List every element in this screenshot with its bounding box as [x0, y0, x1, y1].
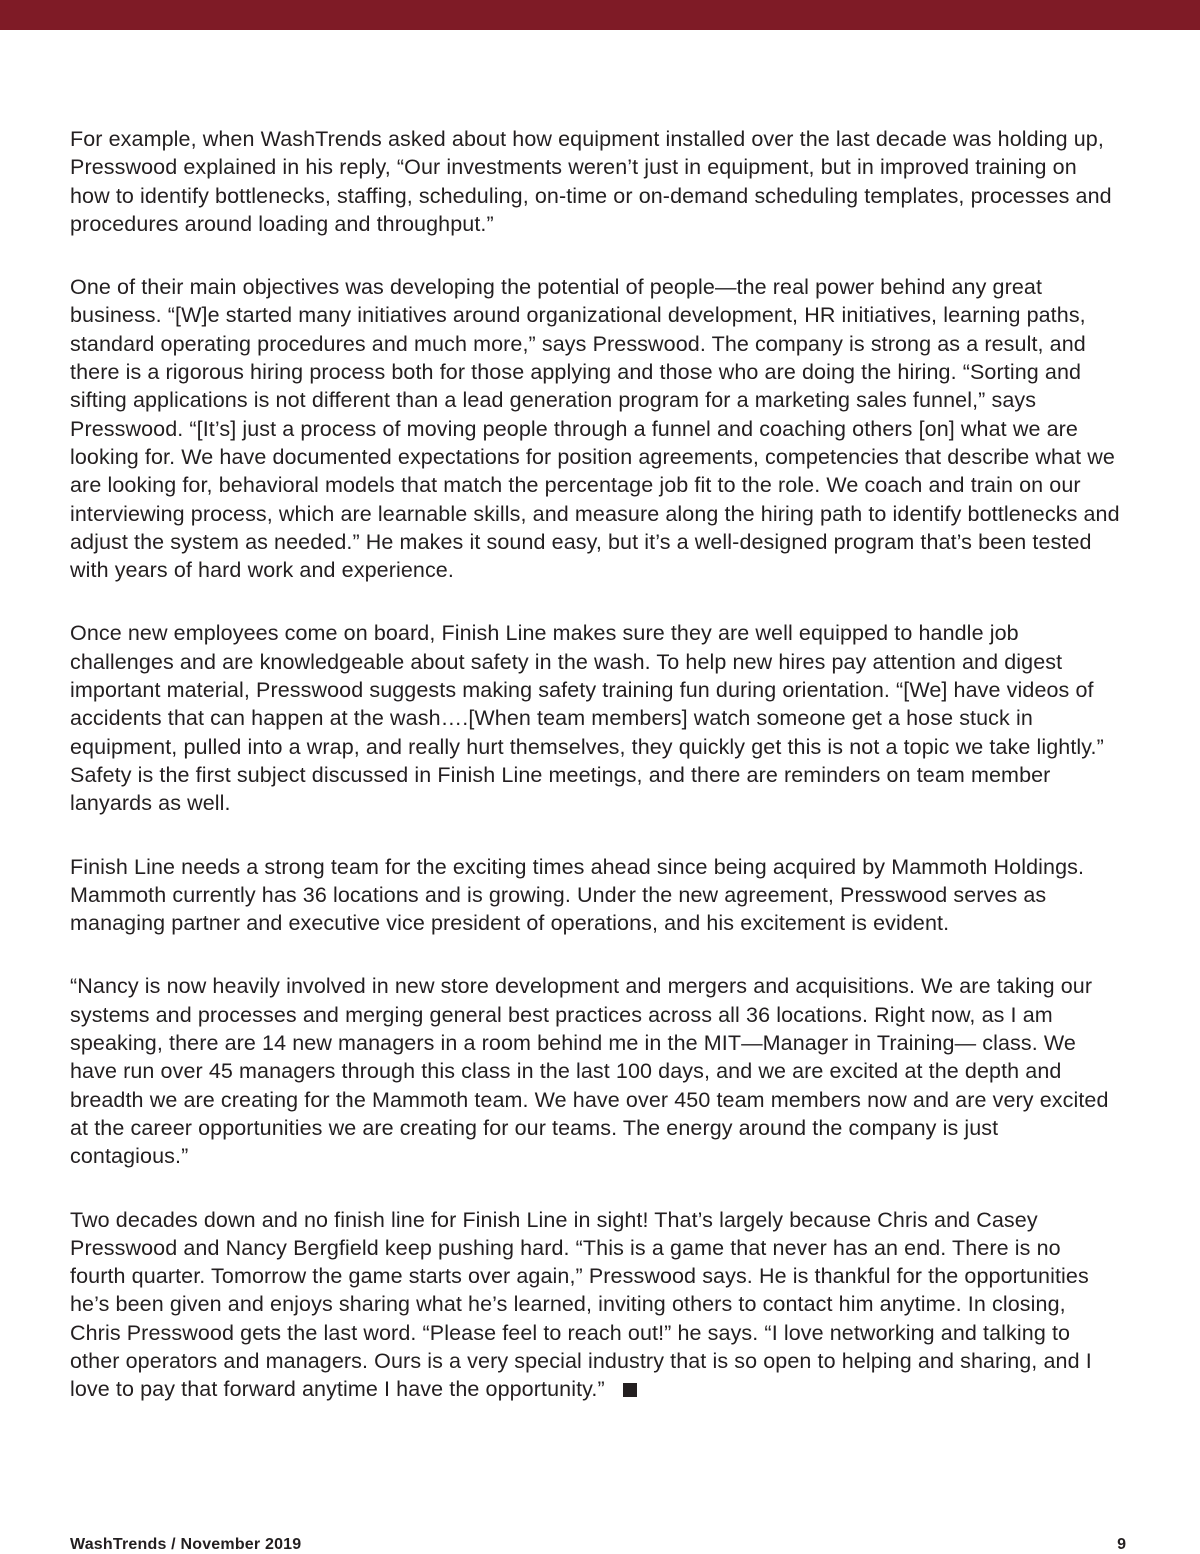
article-paragraph: “Nancy is now heavily involved in new store development and mergers and acquisitions. We are taking our systems and processes and merging general best practices across all 36 locations. Right now, as I am speaking, there are 14 new managers in a room behind me in the MIT—Manager in Training— class. We have run over 45 managers through this class in the last 100 days, and we are excited at the depth and breadth we are creating for the Mammoth team. We have over 450 team members now and are very excited at the career opportunities we are creating for our teams. The energy around the company is just contagious.”: [70, 974, 1109, 1169]
article-paragraph: Finish Line needs a strong team for the exciting times ahead since being acquired by Mammoth Holdings. Mammoth currently has 36 locations and is growing. Under the new agreement, Presswood serves as managing partner and executive vice president of operations, and his excitement is evident.: [70, 854, 1085, 936]
article-paragraph: Once new employees come on board, Finish Line makes sure they are well equipped to handle job challenges and are knowledgeable about safety in the wash. To help new hires pay attention and digest important material, Presswood suggests making safety training fun during orientation. “[We] have videos of accidents that can happen at the wash….[When team members] watch someone get a hose stuck in equipment, pulled into a wrap, and really hurt themselves, they quickly get this is not a topic we take lightly.” Safety is the first subject discussed in Finish Line meetings, and there are reminders on team member lanyards as well.: [70, 621, 1104, 816]
article-paragraph: For example, when WashTrends asked about how equipment installed over the last decade was holding up, Presswood explained in his reply, “Our investments weren’t just in equipment, but in improved training on how to identify bottlenecks, staffing, scheduling, on-time or on-demand scheduling templates, processes and procedures around loading and throughput.”: [70, 127, 1112, 236]
article-body: [70, 125, 1122, 1439]
article-paragraph-text: Two decades down and no finish line for Finish Line in sight! That’s largely because Chris and Casey Presswood and Nancy Bergfield keep pushing hard. “This is a game that never has an end. There is no fourth quarter. Tomorrow the game starts over again,” Presswood says. He is thankful for the opportunities he’s been given and enjoys sharing what he’s learned, inviting others to contact him anytime. In closing, Chris Presswood gets the last word. “Please feel to reach out!” he says. “I love networking and talking to other operators and managers. Ours is a very special industry that is so open to helping and sharing, and I love to pay that forward anytime I have the opportunity.”: [70, 1207, 1092, 1402]
page-number: 9: [1117, 1536, 1126, 1553]
article-paragraph: One of their main objectives was developing the potential of people—the real power behind any great business. “[W]e started many initiatives around organizational development, HR initiatives, learning paths, standard operating procedures and much more,” says Presswood. The company is strong as a result, and there is a rigorous hiring process both for those applying and those who are doing the hiring. “Sorting and sifting applications is not different than a lead generation program for a marketing sales funnel,” says Presswood. “[It’s] just a process of moving people through a funnel and coaching others [on] what we are looking for. We have documented expectations for position agreements, competencies that describe what we are looking for, behavioral models that match the percentage job fit to the role. We coach and train on our interviewing process, which are learnable skills, and measure along the hiring path to identify bottlenecks and adjust the system as needed.” He makes it sound easy, but it’s a well-designed program that’s been tested with years of hard work and experience.: [70, 275, 1120, 583]
footer-publication: WashTrends / November 2019: [70, 1536, 302, 1553]
header-accent-bar: [0, 0, 1200, 30]
end-of-article-square-icon: [623, 1383, 637, 1397]
article-last-paragraph: [70, 1206, 1122, 1404]
